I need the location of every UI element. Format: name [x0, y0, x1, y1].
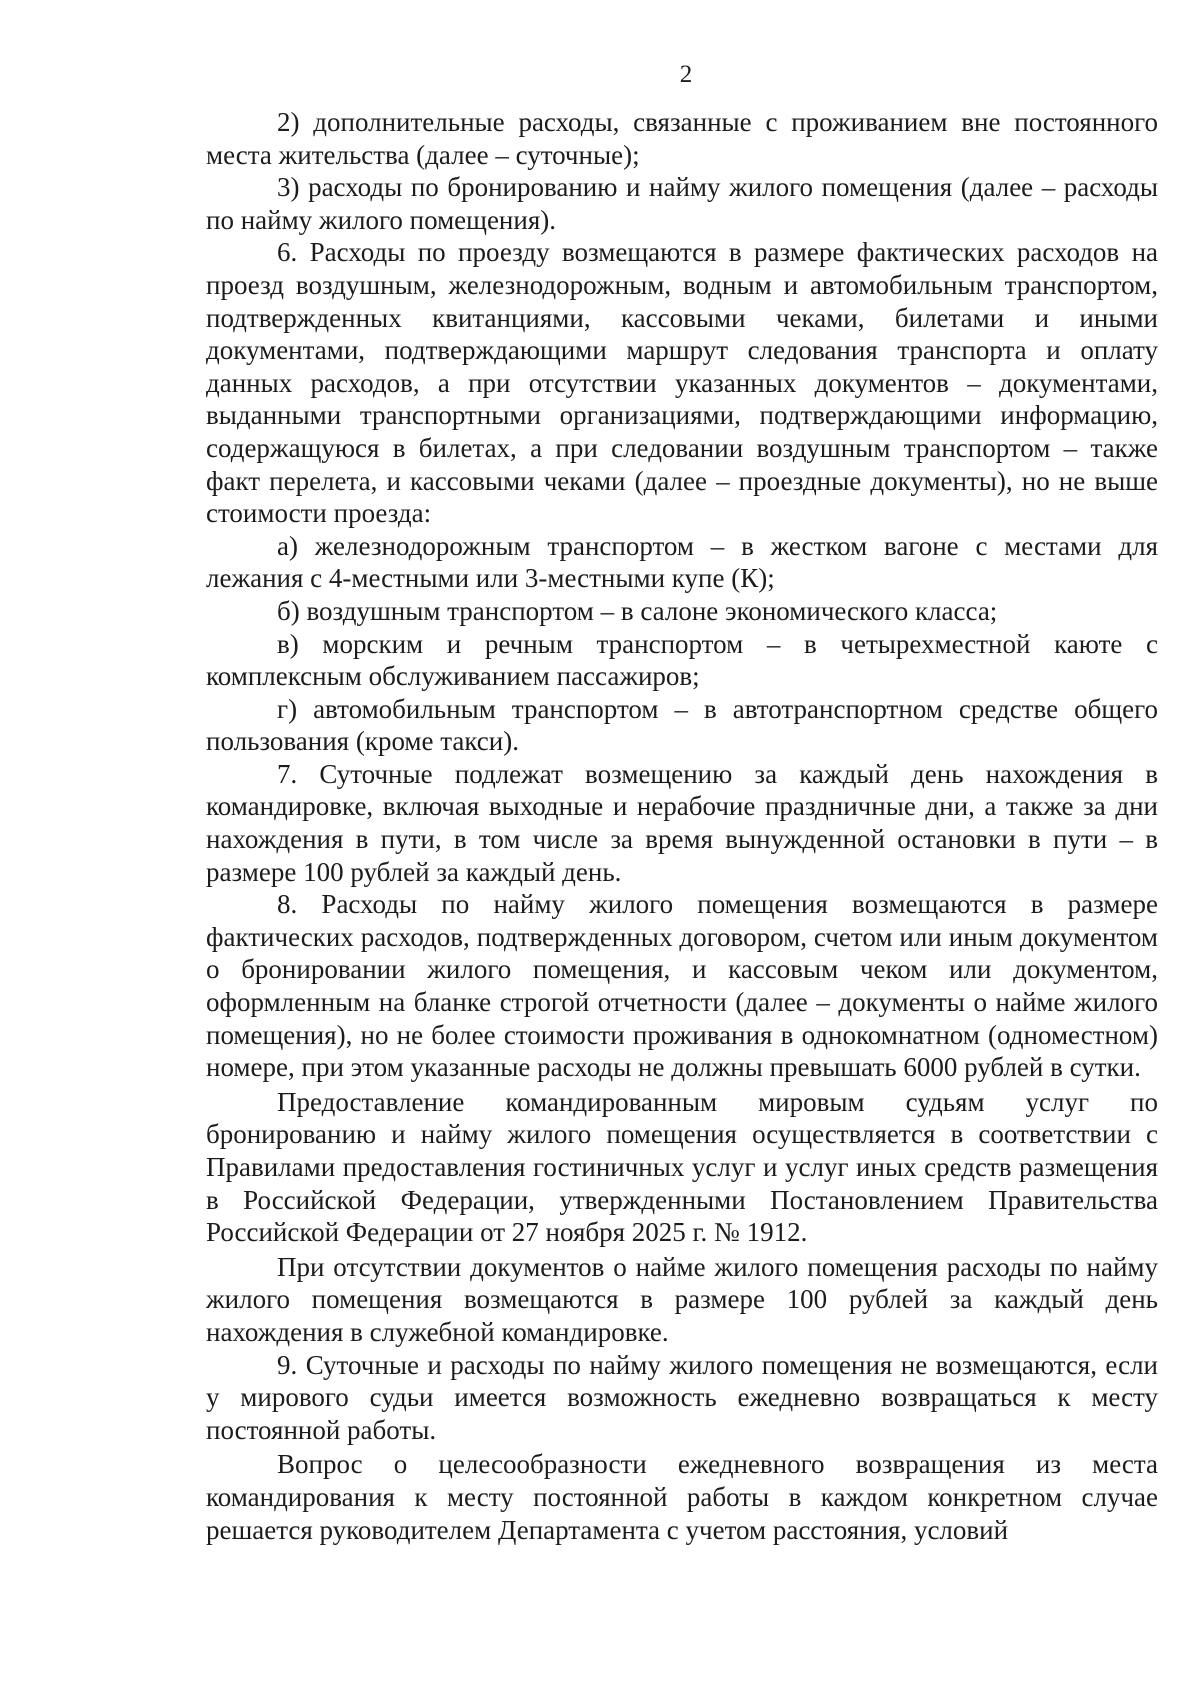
paragraph-clause-9-daily-return: Вопрос о целесообразности ежедневного возвращения из места командирования к месту постоянной работы в каждом конкретном случае решается руководителем Департамента с учетом расстояния, условий	[206, 1449, 1158, 1545]
paragraph-clause-6-v: в) морским и речным транспортом – в четырехместной каюте с комплексным обслуживанием пассажиров;	[206, 628, 1158, 692]
paragraph-clause-6-g: г) автомобильным транспортом – в автотранспортном средстве общего пользования (кроме такси).	[206, 693, 1158, 757]
paragraph-accommodation-item: 3) расходы по бронированию и найму жилого помещения (далее – расходы по найму жилого помещения).	[206, 172, 1158, 235]
paragraph-clause-7: 7. Суточные подлежат возмещению за каждый день нахождения в командировке, включая выходные и нерабочие праздничные дни, а также за дни нахождения в пути, в том числе за время вынужденной остановки в пути – в размере 100 рублей за каждый день.	[206, 758, 1158, 887]
paragraph-clause-6-b: б) воздушным транспортом – в салоне экономического класса;	[277, 595, 998, 626]
paragraph-clause-8-no-documents: При отсутствии документов о найме жилого помещения расходы по найму жилого помещения возмещаются в размере 100 рублей за каждый день нахождения в служебной командировке.	[206, 1251, 1158, 1347]
paragraph-daily-allowance-item: 2) дополнительные расходы, связанные с проживанием вне постоянного места жительства (далее – суточные);	[206, 107, 1158, 170]
paragraph-clause-8-booking: Предоставление командированным мировым судьям услуг по бронированию и найму жилого помещения осуществляется в соответствии с Правилами предоставления гостиничных услуг и услуг иных средств размещения в Российской Федерации, утвержденными Постановлением Правительства Российской Федерации от 27 ноября 2025 г. № 1912.	[206, 1086, 1158, 1248]
paragraph-clause-8: 8. Расходы по найму жилого помещения возмещаются в размере фактических расходов, подтвержденных договором, счетом или иным документом о бронировании жилого помещения, и кассовым чеком или документом, оформленным на бланке строгой отчетности (далее – документы о найме жилого помещения), но не более стоимости проживания в однокомнатном (одноместном) номере, при этом указанные расходы не должны превышать 6000 рублей в сутки.	[206, 889, 1158, 1083]
document-body	[206, 106, 1158, 1546]
paragraph-clause-6: 6. Расходы по проезду возмещаются в размере фактических расходов на проезд воздушным, железнодорожным, водным и автомобильным транспортом, подтвержденных квитанциями, кассовыми чеками, билетами и иными документами, подтверждающими маршрут следования транспорта и оплату данных расходов, а при отсутствии указанных документов – документами, выданными транспортными организациями, подтверждающими информацию, содержащуюся в билетах, а при следовании воздушным транспортом – также факт перелета, и кассовыми чеками (далее – проездные документы), но не выше стоимости проезда:	[206, 237, 1158, 529]
paragraph-clause-9: 9. Суточные и расходы по найму жилого помещения не возмещаются, если у мирового судьи имеется возможность ежедневно возвращаться к месту постоянной работы.	[206, 1349, 1158, 1445]
paragraph-clause-6-a: а) железнодорожным транспортом – в жестком вагоне с местами для лежания с 4-местными или 3-местными купе (К);	[206, 530, 1158, 594]
page-number: 2	[679, 61, 693, 88]
